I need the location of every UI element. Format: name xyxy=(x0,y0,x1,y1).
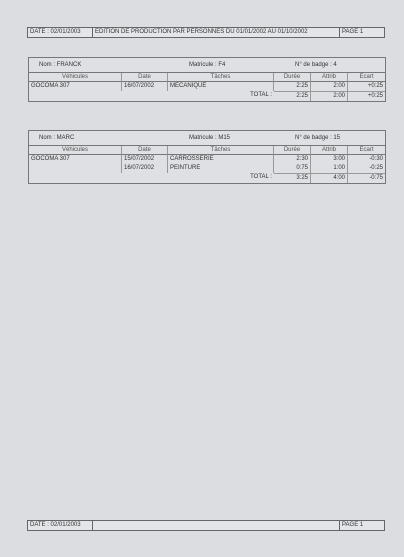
cell-ecart: +0:25 xyxy=(367,83,383,89)
person-matricule: Matricule : F4 xyxy=(189,62,226,68)
cell-tache: MECANIQUE xyxy=(168,82,274,91)
header-page: PAGE 1 xyxy=(342,29,364,35)
cell-attrib: 1:00 xyxy=(311,164,348,173)
col-ecart: Ecart xyxy=(348,146,385,155)
total-ecart: -0:75 xyxy=(348,173,385,183)
cell-date: 16/07/2002 xyxy=(122,164,168,173)
cell-date: 15/07/2002 xyxy=(122,155,168,164)
table-row xyxy=(29,155,385,164)
total-row xyxy=(29,91,385,101)
col-vehicule: Véhicules xyxy=(29,146,122,155)
cell-date: 16/07/2002 xyxy=(122,82,168,91)
cell-attrib: 2:00 xyxy=(311,82,348,91)
cell-duree: 0:75 xyxy=(274,164,311,173)
cell-duree: 2:30 xyxy=(274,155,311,164)
col-duree: Durée xyxy=(274,73,311,82)
total-label: TOTAL : xyxy=(250,174,272,180)
column-headers xyxy=(29,73,385,82)
col-tache: Tâches xyxy=(168,146,274,155)
person-card-marc xyxy=(28,130,386,184)
col-ecart: Ecart xyxy=(348,73,385,82)
col-attrib: Attrib xyxy=(311,73,348,82)
col-date: Date xyxy=(122,146,168,155)
col-duree: Durée xyxy=(274,146,311,155)
cell-tache: PEINTURE xyxy=(168,164,274,173)
table-row xyxy=(29,82,385,91)
table-row xyxy=(29,164,385,173)
cell-vehicule: GOCOMA 307 xyxy=(29,155,122,164)
col-vehicule: Véhicules xyxy=(29,73,122,82)
header-date: DATE : 02/01/2003 xyxy=(28,28,93,37)
col-date: Date xyxy=(122,73,168,82)
col-attrib: Attrib xyxy=(311,146,348,155)
cell-tache: CARROSSERIE xyxy=(168,155,274,164)
cell-duree: 2:25 xyxy=(274,82,311,91)
person-info xyxy=(29,131,385,146)
cell-attrib: 3:00 xyxy=(311,155,348,164)
total-duree: 2:25 xyxy=(274,91,311,101)
person-matricule: Matricule : M15 xyxy=(189,135,231,141)
total-attrib: 4:00 xyxy=(311,173,348,183)
total-row xyxy=(29,173,385,183)
footer-page: PAGE 1 xyxy=(342,522,364,528)
page-footer xyxy=(27,520,385,531)
header-title: EDITION DE PRODUCTION PAR PERSONNES DU 01/01/2002 AU 01/10/2002 xyxy=(93,28,340,37)
person-name: Nom : FRANCK xyxy=(39,62,82,68)
person-badge: N° de badge : 15 xyxy=(295,135,341,141)
cell-ecart: -0:30 xyxy=(369,156,383,162)
cell-vehicule xyxy=(29,164,122,173)
total-label: TOTAL : xyxy=(250,92,272,98)
person-card-franck xyxy=(28,57,386,102)
total-duree: 3:25 xyxy=(274,173,311,183)
person-info xyxy=(29,58,385,73)
cell-vehicule: GOCOMA 307 xyxy=(29,82,122,91)
person-badge: N° de badge : 4 xyxy=(295,62,337,68)
total-ecart: +0:25 xyxy=(348,91,385,101)
col-tache: Tâches xyxy=(168,73,274,82)
person-name: Nom : MARC xyxy=(39,135,75,141)
page-header xyxy=(27,27,385,38)
cell-ecart: -0:25 xyxy=(369,165,383,171)
total-attrib: 2:00 xyxy=(311,91,348,101)
column-headers xyxy=(29,146,385,155)
footer-date: DATE : 02/01/2003 xyxy=(28,521,93,530)
